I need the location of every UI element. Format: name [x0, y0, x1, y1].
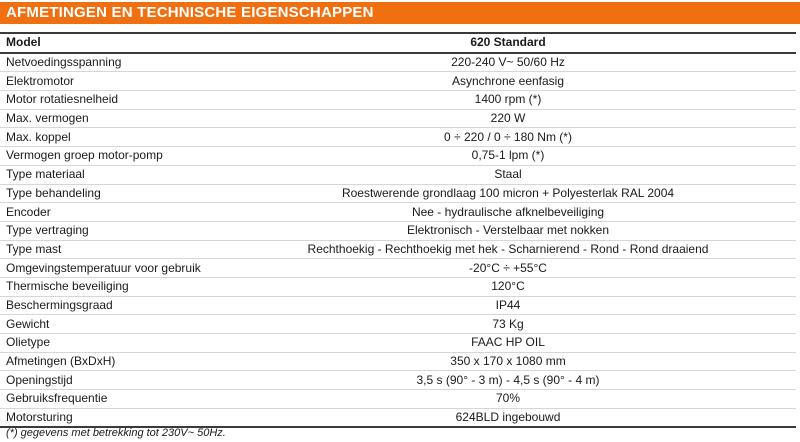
table-row: [0, 221, 796, 240]
row-label: Elektromotor: [0, 72, 220, 91]
table-row: [0, 147, 796, 166]
row-value: Rechthoekig - Rechthoekig met hek - Scharnierend - Rond - Rond draaiend: [220, 240, 796, 259]
table-row: [0, 240, 796, 259]
row-label: Type behandeling: [0, 184, 220, 203]
row-value: 220 W: [220, 109, 796, 128]
row-label: Gebruiksfrequentie: [0, 390, 220, 409]
row-label: Motorsturing: [0, 408, 220, 427]
row-value: -20°C ÷ +55°C: [220, 259, 796, 278]
header-label: Model: [0, 33, 220, 53]
row-label: Gewicht: [0, 315, 220, 334]
table-row: [0, 53, 796, 72]
table-row: [0, 72, 796, 91]
row-label: Encoder: [0, 203, 220, 222]
row-label: Type vertraging: [0, 221, 220, 240]
row-value: Roestwerende grondlaag 100 micron + Polyesterlak RAL 2004: [220, 184, 796, 203]
row-label: Vermogen groep motor-pomp: [0, 147, 220, 166]
table-row: [0, 277, 796, 296]
table-row: [0, 408, 796, 427]
row-value: Staal: [220, 165, 796, 184]
section-title: AFMETINGEN EN TECHNISCHE EIGENSCHAPPEN: [0, 2, 800, 24]
row-value: 73 Kg: [220, 315, 796, 334]
table-row: [0, 352, 796, 371]
row-label: Afmetingen (BxDxH): [0, 352, 220, 371]
row-value: 0,75-1 lpm (*): [220, 147, 796, 166]
row-value: Asynchrone eenfasig: [220, 72, 796, 91]
table-row: [0, 184, 796, 203]
row-value: 0 ÷ 220 / 0 ÷ 180 Nm (*): [220, 128, 796, 147]
table-row: [0, 165, 796, 184]
table-header-row: [0, 33, 796, 53]
footnote: (*) gegevens met betrekking tot 230V~ 50Hz.: [6, 427, 226, 439]
row-label: Openingstijd: [0, 371, 220, 390]
row-label: Olietype: [0, 334, 220, 353]
row-label: Max. koppel: [0, 128, 220, 147]
table-row: [0, 315, 796, 334]
row-label: Max. vermogen: [0, 109, 220, 128]
spec-table: [0, 32, 796, 428]
row-value: 350 x 170 x 1080 mm: [220, 352, 796, 371]
row-value: 3,5 s (90° - 3 m) - 4,5 s (90° - 4 m): [220, 371, 796, 390]
row-label: Netvoedingsspanning: [0, 53, 220, 72]
row-label: Motor rotatiesnelheid: [0, 91, 220, 110]
row-value: 624BLD ingebouwd: [220, 408, 796, 427]
table-row: [0, 296, 796, 315]
table-row: [0, 259, 796, 278]
row-value: Nee - hydraulische afknelbeveiliging: [220, 203, 796, 222]
table-row: [0, 390, 796, 409]
row-value: FAAC HP OIL: [220, 334, 796, 353]
row-value: 120°C: [220, 277, 796, 296]
table-row: [0, 128, 796, 147]
row-label: Beschermingsgraad: [0, 296, 220, 315]
row-value: 1400 rpm (*): [220, 91, 796, 110]
row-label: Type mast: [0, 240, 220, 259]
table-row: [0, 91, 796, 110]
table-row: [0, 203, 796, 222]
header-model-name: 620 Standard: [220, 33, 796, 53]
row-value: IP44: [220, 296, 796, 315]
row-label: Omgevingstemperatuur voor gebruik: [0, 259, 220, 278]
row-value: Elektronisch - Verstelbaar met nokken: [220, 221, 796, 240]
row-label: Type materiaal: [0, 165, 220, 184]
table-row: [0, 371, 796, 390]
row-label: Thermische beveiliging: [0, 277, 220, 296]
row-value: 70%: [220, 390, 796, 409]
row-value: 220-240 V~ 50/60 Hz: [220, 53, 796, 72]
table-row: [0, 109, 796, 128]
table-row: [0, 334, 796, 353]
